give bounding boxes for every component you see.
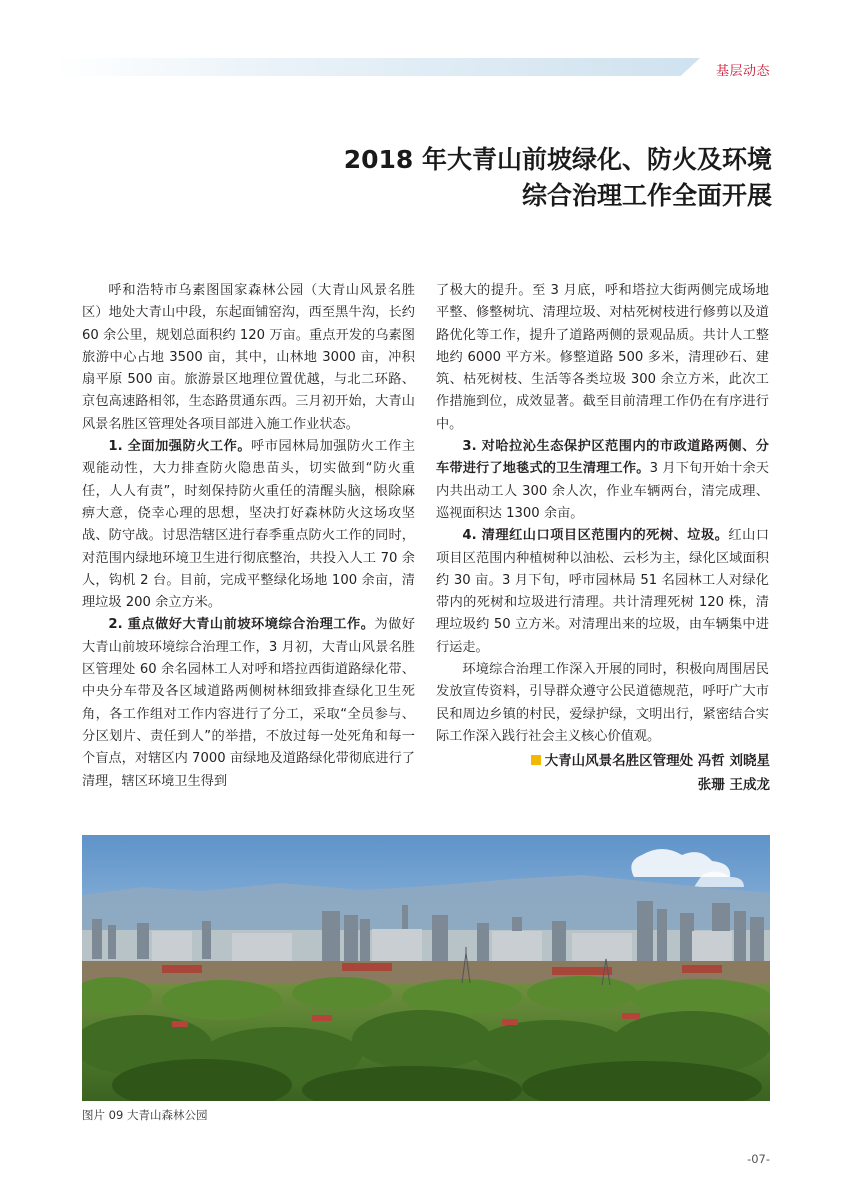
page-number: -07- bbox=[747, 1152, 770, 1166]
article-title bbox=[344, 142, 772, 214]
section-3-body: 3 月下旬开始十余天内共出动工人 300 余人次，作业车辆两台，清完成理、巡视面积达 1300 余亩。 bbox=[436, 461, 769, 521]
section-3-paragraph bbox=[436, 436, 769, 525]
column-left bbox=[82, 280, 415, 793]
section-1-heading: 1. 全面加强防火工作。 bbox=[108, 439, 252, 455]
park-photo bbox=[82, 835, 770, 1101]
park-photo-illustration bbox=[82, 835, 770, 1101]
section-4-paragraph bbox=[436, 525, 769, 659]
closing-paragraph: 环境综合治理工作深入开展的同时，积极向周围居民发放宣传资料，引导群众遵守公民道德规范，呼吁广大市民和周边乡镇的村民，爱绿护绿，文明出行，紧密结合实际工作深入践行社会主义核心价值观。 bbox=[436, 662, 769, 744]
section-2-heading: 2. 重点做好大青山前坡环境综合治理工作。 bbox=[108, 617, 375, 633]
author-credit bbox=[531, 749, 770, 797]
section-2-continued: 了极大的提升。至 3 月底，呼和塔拉大街两侧完成场地平整、修整树坑、清理垃圾、对枯死树枝进行修剪以及道路优化等工作，提升了道路两侧的景观品质。共计人工整地约 6000 平方米。修整道路 500 多米，清理砂石、建筑、枯死树枝、生活等各类垃圾 300 余立方米，此次工作措施到位，成效显著。截至目前清理工作仍在有序进行中。 bbox=[436, 283, 769, 432]
column-right bbox=[436, 280, 769, 748]
figure-caption: 图片 09 大青山森林公园 bbox=[82, 1108, 208, 1122]
author-line-2: 张珊 王成龙 bbox=[697, 777, 770, 793]
section-3-heading: 3. 对哈拉沁生态保护区范围内的市政道路两侧、分车带进行了地毯式的卫生清理工作。 bbox=[436, 439, 769, 477]
section-1-body: 呼市园林局加强防火工作主观能动性，大力排查防火隐患苗头，切实做到“防火重任，人人有责”，时刻保持防火重任的清醒头脑，根除麻痹大意，侥幸心理的思想，坚决打好森林防火这场攻坚战、防守战。讨思浩辖区进行春季重点防火工作的同时，对范围内绿地环境卫生进行彻底整治，共投入人工 70 余人，钩机 2 台。目前，完成平整绿化场地 100 余亩，清理垃圾 200 余立方米。 bbox=[82, 439, 416, 611]
author-line-1: 大青山风景名胜区管理处 冯哲 刘晓星 bbox=[544, 753, 770, 769]
section-1-paragraph bbox=[82, 436, 415, 614]
section-2-body: 为做好大青山前坡环境综合治理工作，3 月初，大青山风景名胜区管理处 60 余名园林工人对呼和塔拉西街道路绿化带、中央分车带及各区域道路两侧树林细致排查绿化卫生死角，各工作组对工作内容进行了分工，采取“全员参与、分区划片、责任到人”的举措，不放过每一处死角和每一个盲点，对辖区内 7000 亩绿地及道路绿化带彻底进行了清理，辖区环境卫生得到 bbox=[82, 617, 416, 789]
intro-paragraph: 呼和浩特市乌素图国家森林公园（大青山风景名胜区）地处大青山中段，东起面铺窑沟，西至黑牛沟，长约 60 余公里，规划总面积约 120 万亩。重点开发的乌素图旅游中心占地 3500 亩，其中，山林地 3000 亩，冲积扇平原 500 亩。旅游景区地理位置优越，与北二环路、京包高速路相邻，生态路贯通东西。三月初开始，大青山风景名胜区管理处各项目部进入施工作业状态。 bbox=[82, 283, 415, 432]
title-line-1: 2018 年大青山前坡绿化、防火及环境 bbox=[343, 145, 772, 174]
header-band bbox=[55, 58, 700, 76]
section-label: 基层动态 bbox=[715, 64, 770, 79]
section-4-heading: 4. 清理红山口项目区范围内的死树、垃圾。 bbox=[462, 528, 729, 544]
section-4-body: 红山口项目区范围内种植树种以油松、云杉为主，绿化区域面积约 30 亩。3 月下旬，呼市园林局 51 名园林工人对绿化带内的死树和垃圾进行清理。共计清理死树 120 株，清理垃圾约 50 立方米。对清理出来的垃圾，由车辆集中进行运走。 bbox=[436, 528, 770, 655]
title-line-2: 综合治理工作全面开展 bbox=[521, 181, 772, 210]
section-2-paragraph bbox=[82, 614, 415, 792]
author-marker-icon bbox=[531, 755, 541, 765]
